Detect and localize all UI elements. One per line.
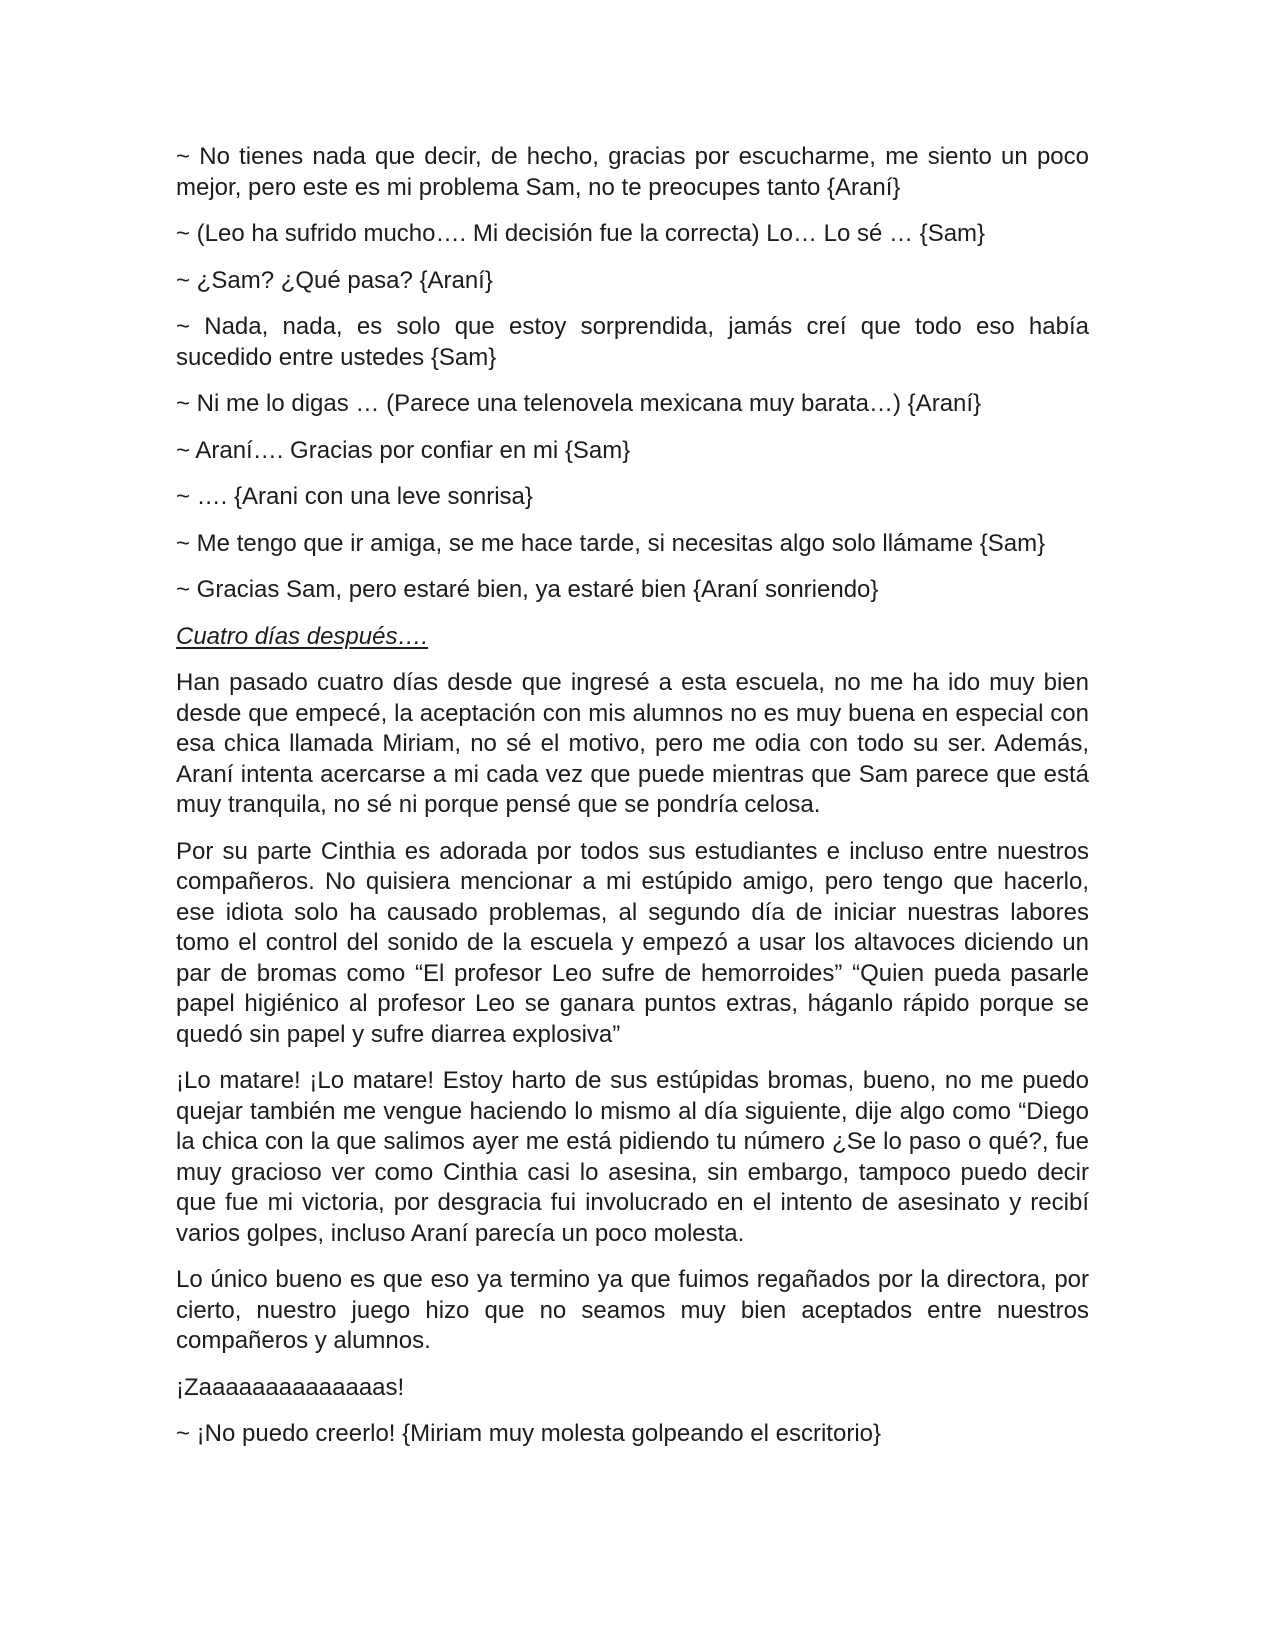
dialogue-line: ~ Ni me lo digas … (Parece una telenovela mexicana muy barata…) {Araní} <box>176 390 982 417</box>
dialogue-line: ~ ¡No puedo creerlo! {Miriam muy molesta golpeando el escritorio} <box>176 1420 882 1447</box>
dialogue-line: ~ ¿Sam? ¿Qué pasa? {Araní} <box>176 266 493 294</box>
dialogue-line: ~ Nada, nada, es solo que estoy sorprendida, jamás creí que todo eso había sucedido entre ustedes {Sam} <box>176 313 1089 371</box>
dialogue-line: ~ Me tengo que ir amiga, se me hace tarde, si necesitas algo solo llámame {Sam} <box>176 529 1046 557</box>
dialogue-line: ~ Gracias Sam, pero estaré bien, ya estaré bien {Araní sonriendo} <box>176 576 879 603</box>
dialogue-line: ~ Araní…. Gracias por confiar en mi {Sam} <box>176 436 631 464</box>
narration-paragraph: Por su parte Cinthia es adorada por todos sus estudiantes e incluso entre nuestros compañeros. No quisiera mencionar a mi estúpido amigo, pero tengo que hacerlo, ese idiota solo ha causado problemas, al segundo día de iniciar nuestras labores tomo el control del sonido de la escuela y empezó a usar los altavoces diciendo un par de bromas como “El profesor Leo sufre de hemorroides” “Quien pueda pasarle papel higiénico al profesor Leo se ganara puntos extras, háganlo rápido porque se quedó sin papel y sufre diarrea explosiva” <box>176 837 1089 1048</box>
exclamation-line: ¡Zaaaaaaaaaaaaaas! <box>176 1373 405 1401</box>
document-text <box>176 142 1089 1450</box>
narration-paragraph: Lo único bueno es que eso ya termino ya que fuimos regañados por la directora, por cierto, nuestro juego hizo que no seamos muy bien aceptados entre nuestros compañeros y alumnos. <box>176 1266 1089 1354</box>
dialogue-line: ~ …. {Arani con una leve sonrisa} <box>176 483 533 510</box>
dialogue-line: ~ No tienes nada que decir, de hecho, gracias por escucharme, me siento un poco mejor, pero este es mi problema Sam, no te preocupes tanto {Araní} <box>176 143 1089 201</box>
narration-paragraph: ¡Lo matare! ¡Lo matare! Estoy harto de sus estúpidas bromas, bueno, no me puedo quejar también me vengue haciendo lo mismo al día siguiente, dije algo como “Diego la chica con la que salimos ayer me está pidiendo tu número ¿Se lo paso o qué?, fue muy gracioso ver como Cinthia casi lo asesina, sin embargo, tampoco puedo decir que fue mi victoria, por desgracia fui involucrado en el intento de asesinato y recibí varios golpes, incluso Araní parecía un poco molesta. <box>176 1067 1089 1247</box>
narration-paragraph: Han pasado cuatro días desde que ingresé a esta escuela, no me ha ido muy bien desde que empecé, la aceptación con mis alumnos no es muy buena en especial con esa chica llamada Miriam, no sé el motivo, pero me odia con todo su ser. Además, Araní intenta acercarse a mi cada vez que puede mientras que Sam parece que está muy tranquila, no sé ni porque pensé que se pondría celosa. <box>176 669 1089 818</box>
dialogue-line: ~ (Leo ha sufrido mucho…. Mi decisión fue la correcta) Lo… Lo sé … {Sam} <box>176 220 986 247</box>
scene-heading: Cuatro días después…. <box>176 622 429 650</box>
